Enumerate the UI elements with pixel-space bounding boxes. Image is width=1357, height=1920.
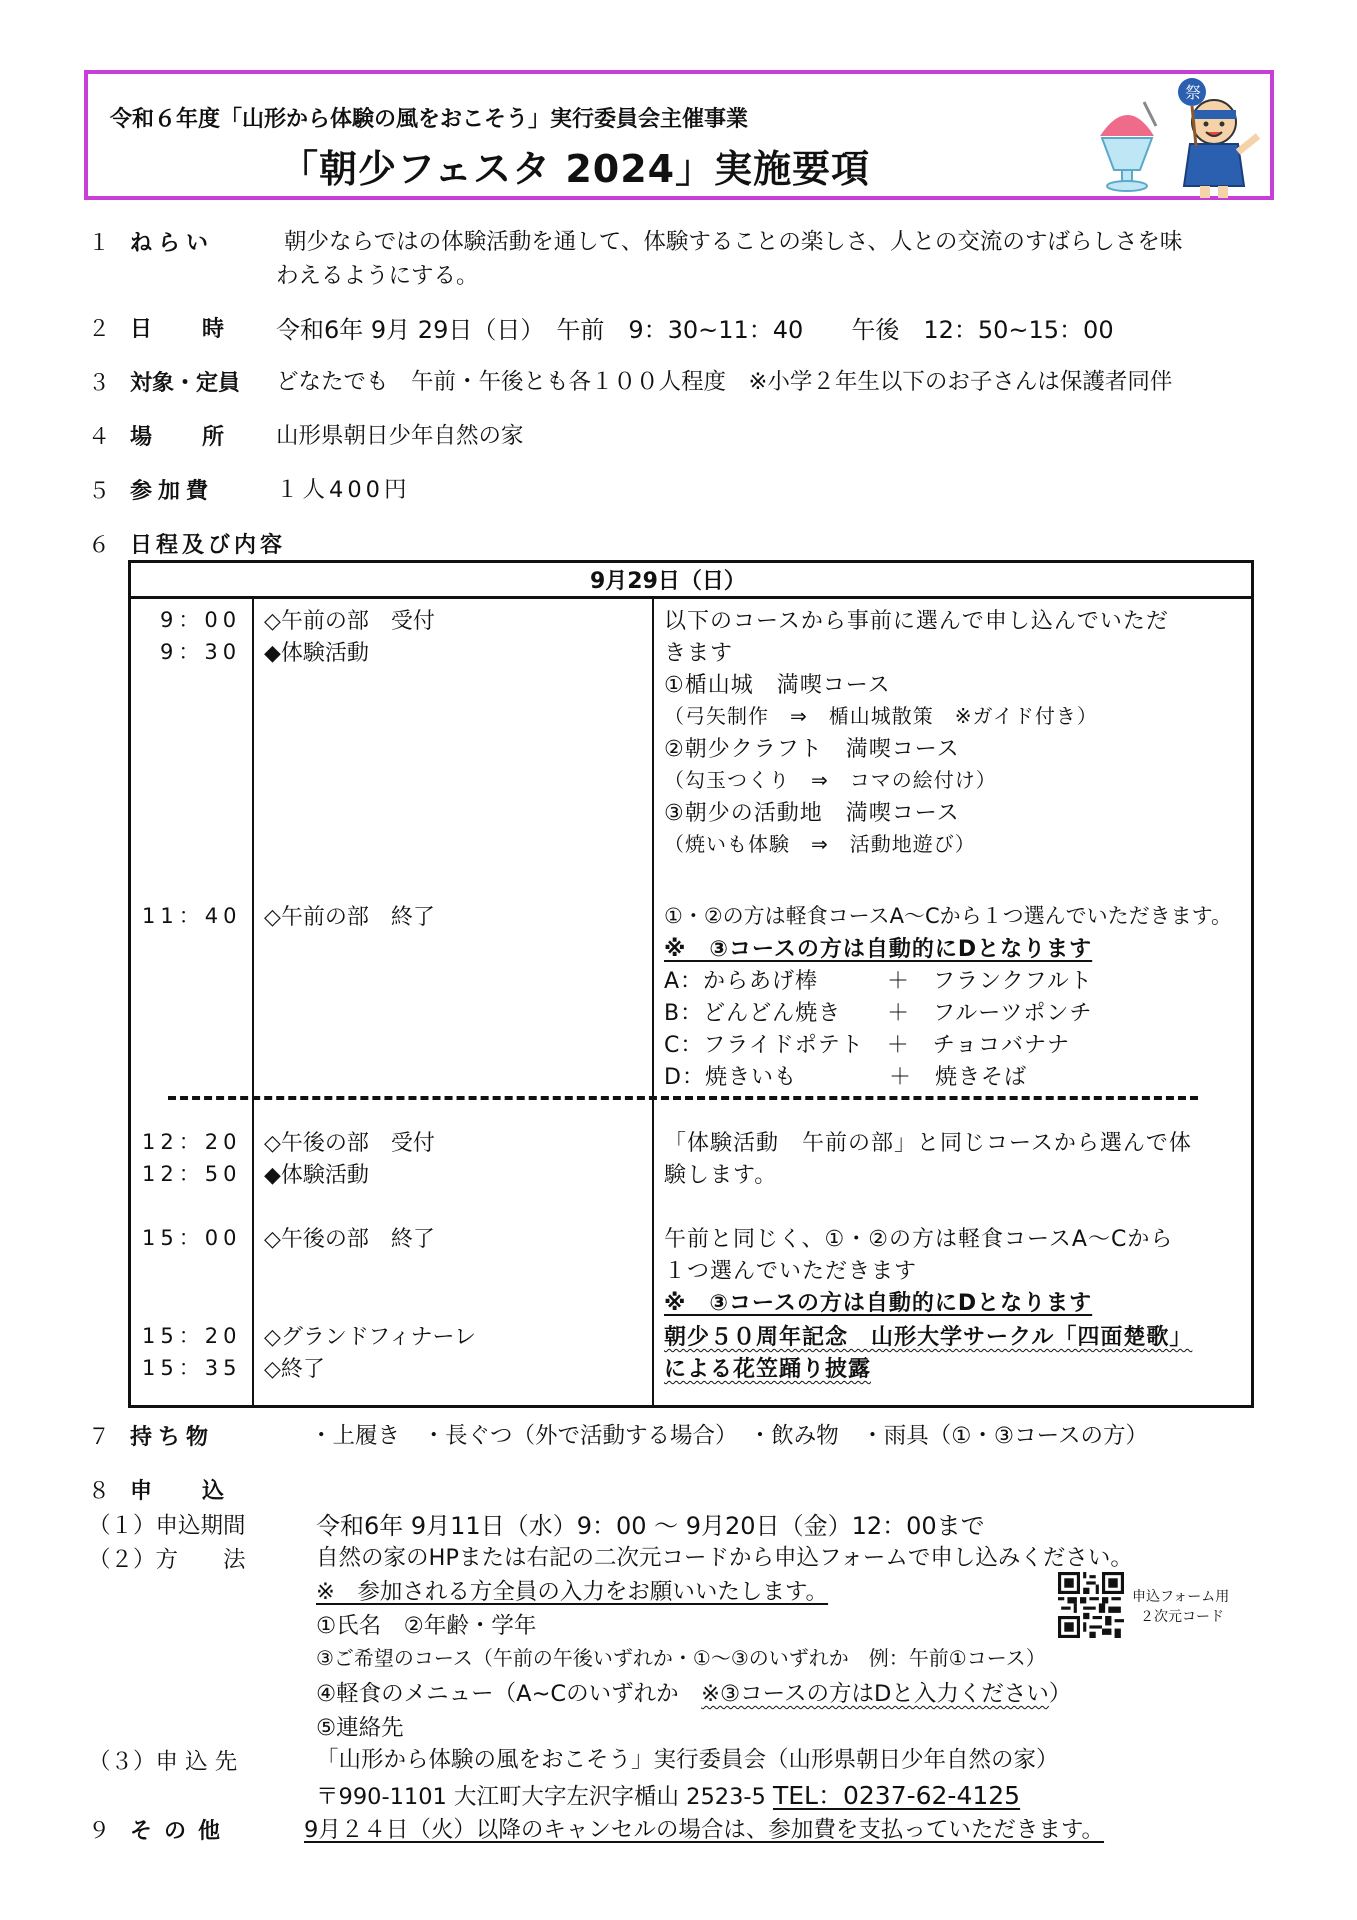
- section-2-label: 日 時: [130, 317, 239, 342]
- apply-to-label: （３）申 込 先: [88, 1749, 238, 1775]
- am-time-1: 9：00: [160, 608, 242, 632]
- address-line: [316, 1776, 1020, 1812]
- section-8-number: ８: [88, 1479, 111, 1504]
- section-9-number: ９: [88, 1819, 111, 1844]
- apply-to-text: 「山形から体験の風をおこそう」実行委員会（山形県朝日少年自然の家）: [316, 1747, 1059, 1773]
- section-3-label: 対象・定員: [130, 371, 241, 396]
- table-col-divider-1: [252, 598, 254, 1406]
- festival-illustration: [1088, 74, 1268, 200]
- meal-note-course3: ※ ③コースの方は自動的にDとなります: [664, 937, 1093, 962]
- section-3-number: ３: [88, 371, 111, 396]
- course-2-title: ②朝少クラフト 満喫コース: [664, 737, 960, 762]
- am-desc-line2: きます: [664, 641, 734, 666]
- meal-option-b: B：どんどん焼き ＋ フルーツポンチ: [664, 1001, 1093, 1026]
- section-5-number: ５: [88, 479, 111, 504]
- section-2-number: ２: [88, 317, 111, 342]
- section-1-label: ねらい: [130, 231, 215, 256]
- pm-label-2: ◆体験活動: [264, 1163, 369, 1188]
- section-6-label: 日程及び内容: [130, 533, 287, 558]
- pm-time-2: 12：50: [142, 1162, 242, 1186]
- am-label-3: ◇午前の部 終了: [264, 905, 435, 930]
- pm-desc-line2: 験します。: [664, 1163, 778, 1188]
- pm-time-1: 12：20: [142, 1130, 242, 1154]
- input-item-4: [316, 1676, 1071, 1708]
- section-1-text-line2: わえるようにする。: [276, 263, 479, 289]
- festival-boy-icon: [1178, 78, 1258, 198]
- am-pm-separator: [168, 1096, 1198, 1100]
- apply-method-text: 自然の家のHPまたは右記の二次元コードから申込フォームで申し込みください。: [316, 1545, 1133, 1571]
- input-item-4-close: ）: [1048, 1681, 1072, 1707]
- table-header-divider: [128, 596, 1254, 599]
- pm-desc-line1: 「体験活動 午前の部」と同じコースから選んで体: [664, 1131, 1192, 1156]
- meal-option-c: C：フライドポテト ＋ チョコバナナ: [664, 1033, 1071, 1058]
- apply-period-label: （１）申込期間: [88, 1513, 246, 1539]
- section-9-text: 9月２４日（火）以降のキャンセルの場合は、参加費を支払っていただきます。: [304, 1817, 1105, 1843]
- section-7-text: ・上履き ・長ぐつ（外で活動する場合） ・飲み物 ・雨具（①・③コースの方）: [310, 1423, 1148, 1449]
- apply-method-label: （２）方 法: [88, 1547, 246, 1573]
- section-7-number: ７: [88, 1425, 111, 1450]
- am-time-3: 11：40: [142, 904, 242, 928]
- pm-meal-note: ※ ③コースの方は自動的にDとなります: [664, 1291, 1093, 1316]
- pm-time-4: 15：20: [142, 1324, 242, 1348]
- section-4-text: 山形県朝日少年自然の家: [276, 423, 524, 449]
- pm-label-3: ◇午後の部 終了: [264, 1227, 435, 1252]
- input-item-4-note: ※③コースの方はDと入力ください: [701, 1681, 1049, 1707]
- section-5-label: 参加費: [130, 479, 215, 504]
- course-2-detail: （勾玉つくり ⇒ コマの絵付け）: [664, 768, 997, 792]
- qr-caption-2: ２次元コード: [1140, 1609, 1224, 1625]
- pm-label-4: ◇グランドフィナーレ: [264, 1325, 477, 1350]
- meal-option-d: D：焼きいも ＋ 焼きそば: [664, 1065, 1027, 1090]
- schedule-date-header: 9月29日（日）: [590, 569, 746, 594]
- header-subtitle: 令和６年度「山形から体験の風をおこそう」実行委員会主催事業: [110, 107, 749, 132]
- section-5-text: １人400円: [276, 477, 411, 503]
- pm-desc-line4: １つ選んでいただきます: [664, 1259, 918, 1284]
- section-1-text-line1: 朝少ならではの体験活動を通して、体験することの楽しさ、人との交流のすばらしさを味: [284, 229, 1183, 255]
- shaved-ice-icon: [1100, 102, 1156, 191]
- pm-desc-line3: 午前と同じく、①・②の方は軽食コースA～Cから: [664, 1227, 1174, 1252]
- address-text: 〒990-1101 大江町大字左沢字楯山 2523-5: [316, 1784, 773, 1810]
- course-1-title: ①楯山城 満喫コース: [664, 673, 891, 698]
- section-2-text: 令和6年 9月 29日（日） 午前 9：30~11：40 午後 12：50~15：00: [276, 316, 1114, 344]
- qr-code[interactable]: [1058, 1572, 1124, 1638]
- svg-text:祭: 祭: [1185, 83, 1202, 102]
- section-1-number: １: [88, 231, 111, 256]
- pm-time-5: 15：35: [142, 1356, 242, 1380]
- apply-period-text: 令和6年 9月11日（水）9：00 ～ 9月20日（金）12：00まで: [316, 1512, 985, 1540]
- input-item-1-2: ①氏名 ②年齢・学年: [316, 1613, 537, 1639]
- input-item-4-text: ④軽食のメニュー（A~Cのいずれか: [316, 1681, 702, 1707]
- page-title: 「朝少フェスタ 2024」実施要項: [280, 147, 871, 191]
- section-4-label: 場 所: [130, 425, 239, 450]
- section-8-label: 申 込: [130, 1479, 239, 1504]
- course-1-detail: （弓矢制作 ⇒ 楯山城散策 ※ガイド付き）: [664, 704, 1098, 728]
- am-label-2: ◆体験活動: [264, 641, 369, 666]
- pm-label-1: ◇午後の部 受付: [264, 1131, 435, 1156]
- pm-time-3: 15：00: [142, 1226, 242, 1250]
- section-9-label: その他: [130, 1819, 233, 1844]
- section-3-text: どなたでも 午前・午後とも各１００人程度 ※小学２年生以下のお子さんは保護者同伴: [276, 369, 1173, 395]
- am-desc-line1: 以下のコースから事前に選んで申し込んでいただ: [664, 609, 1169, 634]
- qr-caption-1: 申込フォーム用: [1132, 1589, 1230, 1605]
- section-4-number: ４: [88, 425, 111, 450]
- am-label-1: ◇午前の部 受付: [264, 609, 435, 634]
- apply-method-note: ※ 参加される方全員の入力をお願いいたします。: [316, 1579, 829, 1605]
- table-col-divider-2: [652, 598, 654, 1406]
- phone-number[interactable]: TEL：0237-62-4125: [772, 1781, 1021, 1810]
- input-item-5: ⑤連絡先: [316, 1715, 404, 1741]
- section-7-label: 持ち物: [130, 1425, 215, 1450]
- finale-line1: 朝少５０周年記念 山形大学サークル「四面楚歌」: [664, 1325, 1193, 1350]
- section-6-number: ６: [88, 533, 111, 558]
- pm-label-5: ◇終了: [264, 1357, 325, 1382]
- finale-line2: による花笠踊り披露: [664, 1357, 872, 1382]
- course-3-title: ③朝少の活動地 満喫コース: [664, 801, 960, 826]
- input-item-3: ③ご希望のコース（午前の午後いずれか・①～③のいずれか 例：午前①コース）: [316, 1646, 1046, 1670]
- am-time-2: 9：30: [160, 640, 242, 664]
- meal-instruction: ①・②の方は軽食コースA～Cから１つ選んでいただきます。: [664, 904, 1232, 928]
- meal-option-a: A：からあげ棒 ＋ フランクフルト: [664, 969, 1093, 994]
- course-3-detail: （焼いも体験 ⇒ 活動地遊び）: [664, 832, 976, 856]
